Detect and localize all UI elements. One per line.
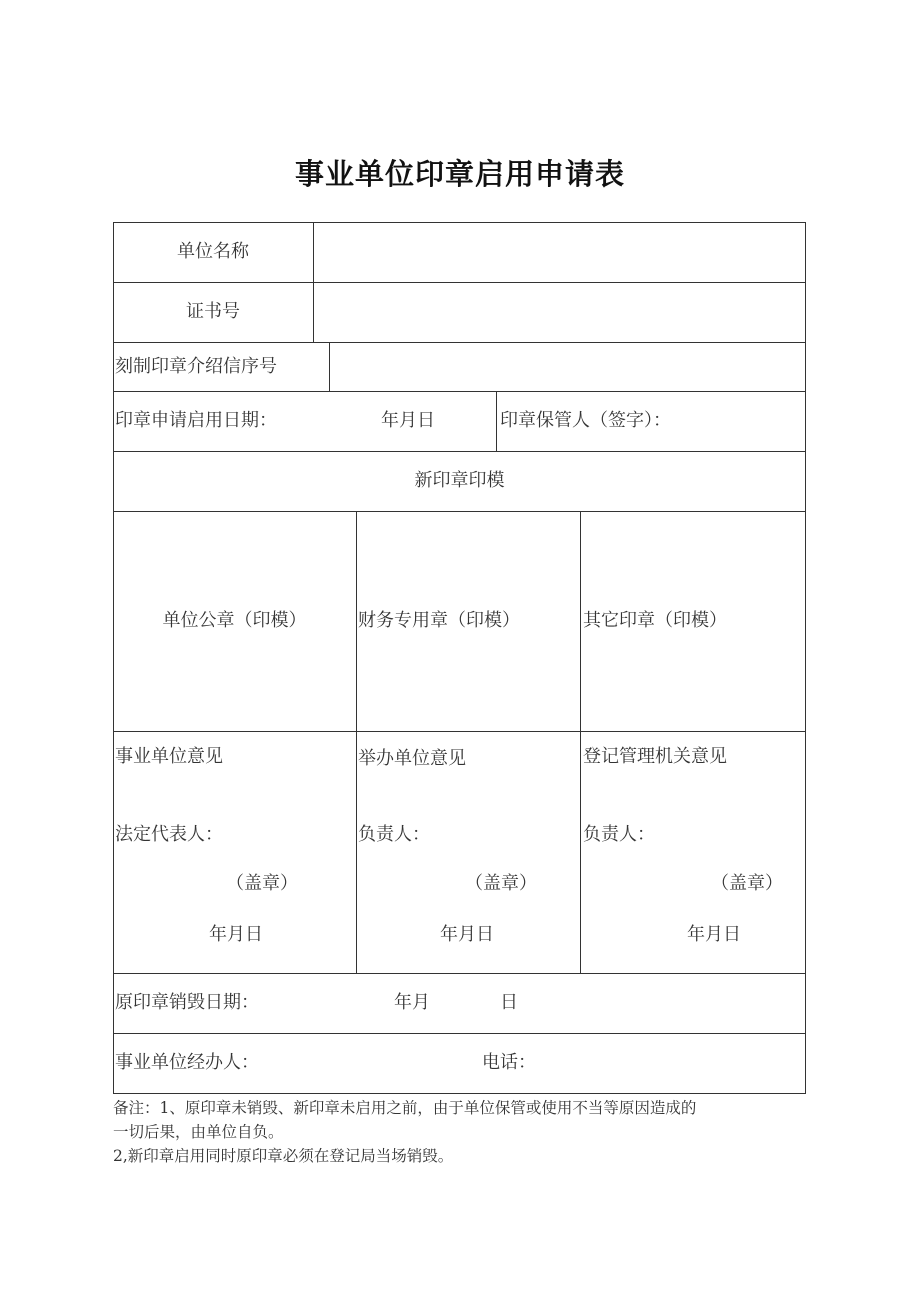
opinion-heading: 登记管理机关意见: [583, 746, 727, 767]
opinion-stamp: （盖章）: [711, 873, 783, 894]
opinion-stamp: （盖章）: [465, 873, 537, 894]
rule-right: [805, 222, 806, 1094]
rule: [113, 731, 806, 732]
note-line-3: 2,新印章启用同时原印章必须在登记局当场销毁。: [113, 1147, 454, 1165]
note-line-1: 备注：1、原印章未销毁、新印章未启用之前，由于单位保管或使用不当等原因造成的: [113, 1099, 697, 1117]
handler-label: 事业单位经办人：: [115, 1052, 259, 1073]
keeper-label: 印章保管人（签字）：: [500, 410, 671, 431]
rule: [113, 451, 806, 452]
rule: [113, 511, 806, 512]
application-form: [113, 222, 806, 1093]
rule: [496, 391, 497, 451]
destroy-date-label: 原印章销毁日期：: [115, 992, 259, 1013]
intro-letter-label: 刻制印章介绍信序号: [115, 356, 277, 377]
rule-top: [113, 222, 806, 223]
seal-other-label: 其它印章（印模）: [583, 610, 727, 631]
seal-finance-label: 财务专用章（印模）: [358, 610, 520, 631]
note-line-2: 一切后果，由单位自负。: [113, 1123, 284, 1141]
new-seal-header: 新印章印模: [414, 470, 505, 491]
apply-date-suffix: 年月日: [381, 410, 435, 431]
rule: [580, 511, 581, 973]
seal-public-label: 单位公章（印模）: [162, 610, 307, 631]
opinion-heading: 举办单位意见: [358, 748, 466, 769]
unit-name-label: 单位名称: [177, 241, 249, 262]
rule-bottom: [113, 1093, 806, 1094]
rule: [113, 282, 806, 283]
phone-label: 电话：: [482, 1052, 536, 1073]
opinion-date: 年月日: [440, 924, 494, 945]
notes: [113, 1096, 813, 1168]
opinion-date: 年月日: [687, 924, 741, 945]
opinion-heading: 事业单位意见: [115, 746, 223, 767]
rule: [113, 973, 806, 974]
rule: [113, 391, 806, 392]
apply-date-label: 印章申请启用日期：: [115, 410, 277, 431]
rule-left: [113, 222, 114, 1094]
destroy-day: 日: [500, 992, 518, 1013]
opinion-person: 负责人：: [583, 824, 655, 845]
rule: [329, 342, 330, 391]
opinion-date: 年月日: [209, 924, 263, 945]
destroy-year-month: 年月: [394, 992, 430, 1013]
rule: [113, 1033, 806, 1034]
opinion-stamp: （盖章）: [226, 873, 298, 894]
rule: [313, 222, 314, 342]
opinion-person: 法定代表人：: [115, 824, 223, 845]
rule: [356, 511, 357, 973]
rule: [113, 342, 806, 343]
opinion-person: 负责人：: [358, 824, 430, 845]
form-title: 事业单位印章启用申请表: [294, 157, 625, 191]
certificate-label: 证书号: [186, 301, 240, 322]
